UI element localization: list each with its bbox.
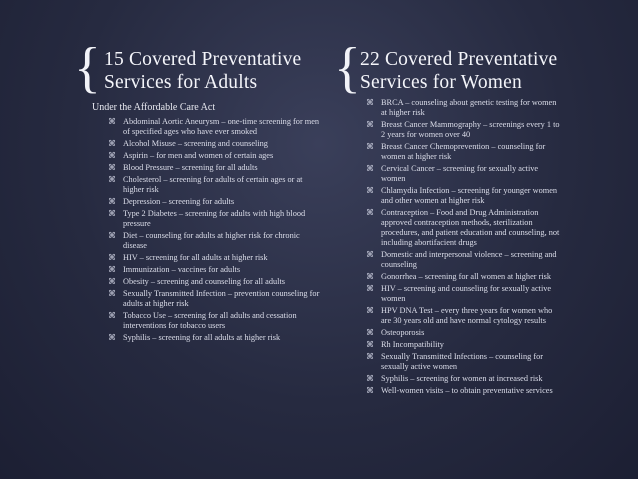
list-item bbox=[108, 117, 320, 137]
list-item bbox=[366, 98, 562, 118]
bullet-icon: ⌘ bbox=[366, 98, 374, 107]
list-item bbox=[366, 120, 562, 140]
list-item-text: Depression – screening for adults bbox=[123, 197, 235, 206]
bullet-icon: ⌘ bbox=[366, 306, 374, 315]
left-brace: { bbox=[74, 37, 101, 99]
bullet-icon: ⌘ bbox=[366, 352, 374, 361]
bullet-icon: ⌘ bbox=[366, 374, 374, 383]
right-title bbox=[360, 48, 557, 94]
adult-services-list bbox=[108, 117, 320, 345]
list-item bbox=[108, 289, 320, 309]
list-item-text: Gonorrhea – screening for all women at higher risk bbox=[381, 272, 552, 281]
list-item-text: Obesity – screening and counseling for all adults bbox=[123, 277, 285, 286]
list-item-text: Breast Cancer Chemoprevention – counseling for women at higher risk bbox=[381, 142, 546, 161]
bullet-icon: ⌘ bbox=[108, 209, 116, 218]
list-item bbox=[108, 231, 320, 251]
bullet-icon: ⌘ bbox=[366, 186, 374, 195]
right-title-line1: 22 Covered Preventative bbox=[360, 49, 558, 70]
right-brace: { bbox=[334, 37, 361, 99]
list-item bbox=[108, 175, 320, 195]
bullet-icon: ⌘ bbox=[366, 386, 374, 395]
list-item bbox=[366, 284, 562, 304]
list-item bbox=[108, 333, 320, 343]
list-item bbox=[366, 272, 562, 282]
bullet-icon: ⌘ bbox=[366, 120, 374, 129]
list-item bbox=[366, 340, 562, 350]
list-item bbox=[108, 265, 320, 275]
list-item bbox=[108, 151, 320, 161]
list-item-text: Breast Cancer Mammography – screenings every 1 to 2 years for women over 40 bbox=[381, 120, 560, 139]
list-item bbox=[366, 250, 562, 270]
list-item-text: Rh Incompatibility bbox=[381, 340, 444, 349]
bullet-icon: ⌘ bbox=[366, 328, 374, 337]
list-item bbox=[108, 253, 320, 263]
list-item-text: Sexually Transmitted Infection – prevention counseling for adults at higher risk bbox=[123, 289, 320, 308]
list-item-text: BRCA – counseling about genetic testing for women at higher risk bbox=[381, 98, 557, 117]
bullet-icon: ⌘ bbox=[108, 151, 116, 160]
list-item bbox=[366, 306, 562, 326]
list-item-text: Diet – counseling for adults at higher risk for chronic disease bbox=[123, 231, 300, 250]
list-item-text: HIV – screening and counseling for sexually active women bbox=[381, 284, 552, 303]
list-item-text: Domestic and interpersonal violence – screening and counseling bbox=[381, 250, 557, 269]
list-item bbox=[108, 197, 320, 207]
bullet-icon: ⌘ bbox=[366, 208, 374, 217]
bullet-icon: ⌘ bbox=[108, 117, 116, 126]
left-subtitle: Under the Affordable Care Act bbox=[92, 102, 216, 113]
list-item bbox=[108, 311, 320, 331]
bullet-icon: ⌘ bbox=[108, 253, 116, 262]
bullet-icon: ⌘ bbox=[366, 284, 374, 293]
list-item-text: Tobacco Use – screening for all adults and cessation interventions for tobacco users bbox=[123, 311, 297, 330]
bullet-icon: ⌘ bbox=[366, 164, 374, 173]
bullet-icon: ⌘ bbox=[108, 289, 116, 298]
list-item-text: Type 2 Diabetes – screening for adults with high blood pressure bbox=[123, 209, 306, 228]
list-item-text: Abdominal Aortic Aneurysm – one-time screening for men of specified ages who have ever smoked bbox=[123, 117, 320, 136]
list-item-text: Syphilis – screening for all adults at higher risk bbox=[123, 333, 281, 342]
bullet-icon: ⌘ bbox=[108, 265, 116, 274]
bullet-icon: ⌘ bbox=[366, 340, 374, 349]
list-item-text: Aspirin – for men and women of certain ages bbox=[123, 151, 274, 160]
bullet-icon: ⌘ bbox=[108, 163, 116, 172]
list-item-text: Cholesterol – screening for adults of certain ages or at higher risk bbox=[123, 175, 303, 194]
list-item-text: Sexually Transmitted Infections – counseling for sexually active women bbox=[381, 352, 543, 371]
bullet-icon: ⌘ bbox=[108, 311, 116, 320]
list-item-text: Syphilis – screening for women at increased risk bbox=[381, 374, 543, 383]
list-item bbox=[108, 139, 320, 149]
list-item-text: HPV DNA Test – every three years for women who are 30 years old and have normal cytology results bbox=[381, 306, 553, 325]
list-item bbox=[366, 164, 562, 184]
left-title-line1: 15 Covered Preventative bbox=[104, 49, 302, 70]
list-item bbox=[108, 277, 320, 287]
list-item-text: Immunization – vaccines for adults bbox=[123, 265, 241, 274]
list-item bbox=[108, 209, 320, 229]
list-item-text: Contraception – Food and Drug Administration approved contraception methods, sterilization procedures, and patient education and counseling, not including abortifacient drugs bbox=[381, 208, 560, 247]
list-item bbox=[108, 163, 320, 173]
bullet-icon: ⌘ bbox=[108, 175, 116, 184]
list-item-text: Blood Pressure – screening for all adults bbox=[123, 163, 258, 172]
list-item-text: Alcohol Misuse – screening and counseling bbox=[123, 139, 268, 148]
list-item-text: Well-women visits – to obtain preventative services bbox=[381, 386, 553, 395]
list-item bbox=[366, 186, 562, 206]
list-item-text: Chlamydia Infection – screening for younger women and other women at higher risk bbox=[381, 186, 558, 205]
list-item bbox=[366, 386, 562, 396]
bullet-icon: ⌘ bbox=[108, 231, 116, 240]
bullet-icon: ⌘ bbox=[366, 250, 374, 259]
list-item bbox=[366, 352, 562, 372]
bullet-icon: ⌘ bbox=[366, 142, 374, 151]
women-services-list bbox=[366, 98, 562, 398]
list-item bbox=[366, 374, 562, 384]
bullet-icon: ⌘ bbox=[108, 139, 116, 148]
bullet-icon: ⌘ bbox=[108, 333, 116, 342]
list-item-text: HIV – screening for all adults at higher risk bbox=[123, 253, 268, 262]
list-item-text: Osteoporosis bbox=[381, 328, 425, 337]
right-title-line2: Services for Women bbox=[360, 72, 522, 93]
list-item bbox=[366, 328, 562, 338]
list-item bbox=[366, 142, 562, 162]
left-title bbox=[104, 48, 301, 94]
list-item-text: Cervical Cancer – screening for sexually active women bbox=[381, 164, 539, 183]
left-title-line2: Services for Adults bbox=[104, 72, 258, 93]
list-item bbox=[366, 208, 562, 248]
bullet-icon: ⌘ bbox=[108, 197, 116, 206]
bullet-icon: ⌘ bbox=[366, 272, 374, 281]
bullet-icon: ⌘ bbox=[108, 277, 116, 286]
